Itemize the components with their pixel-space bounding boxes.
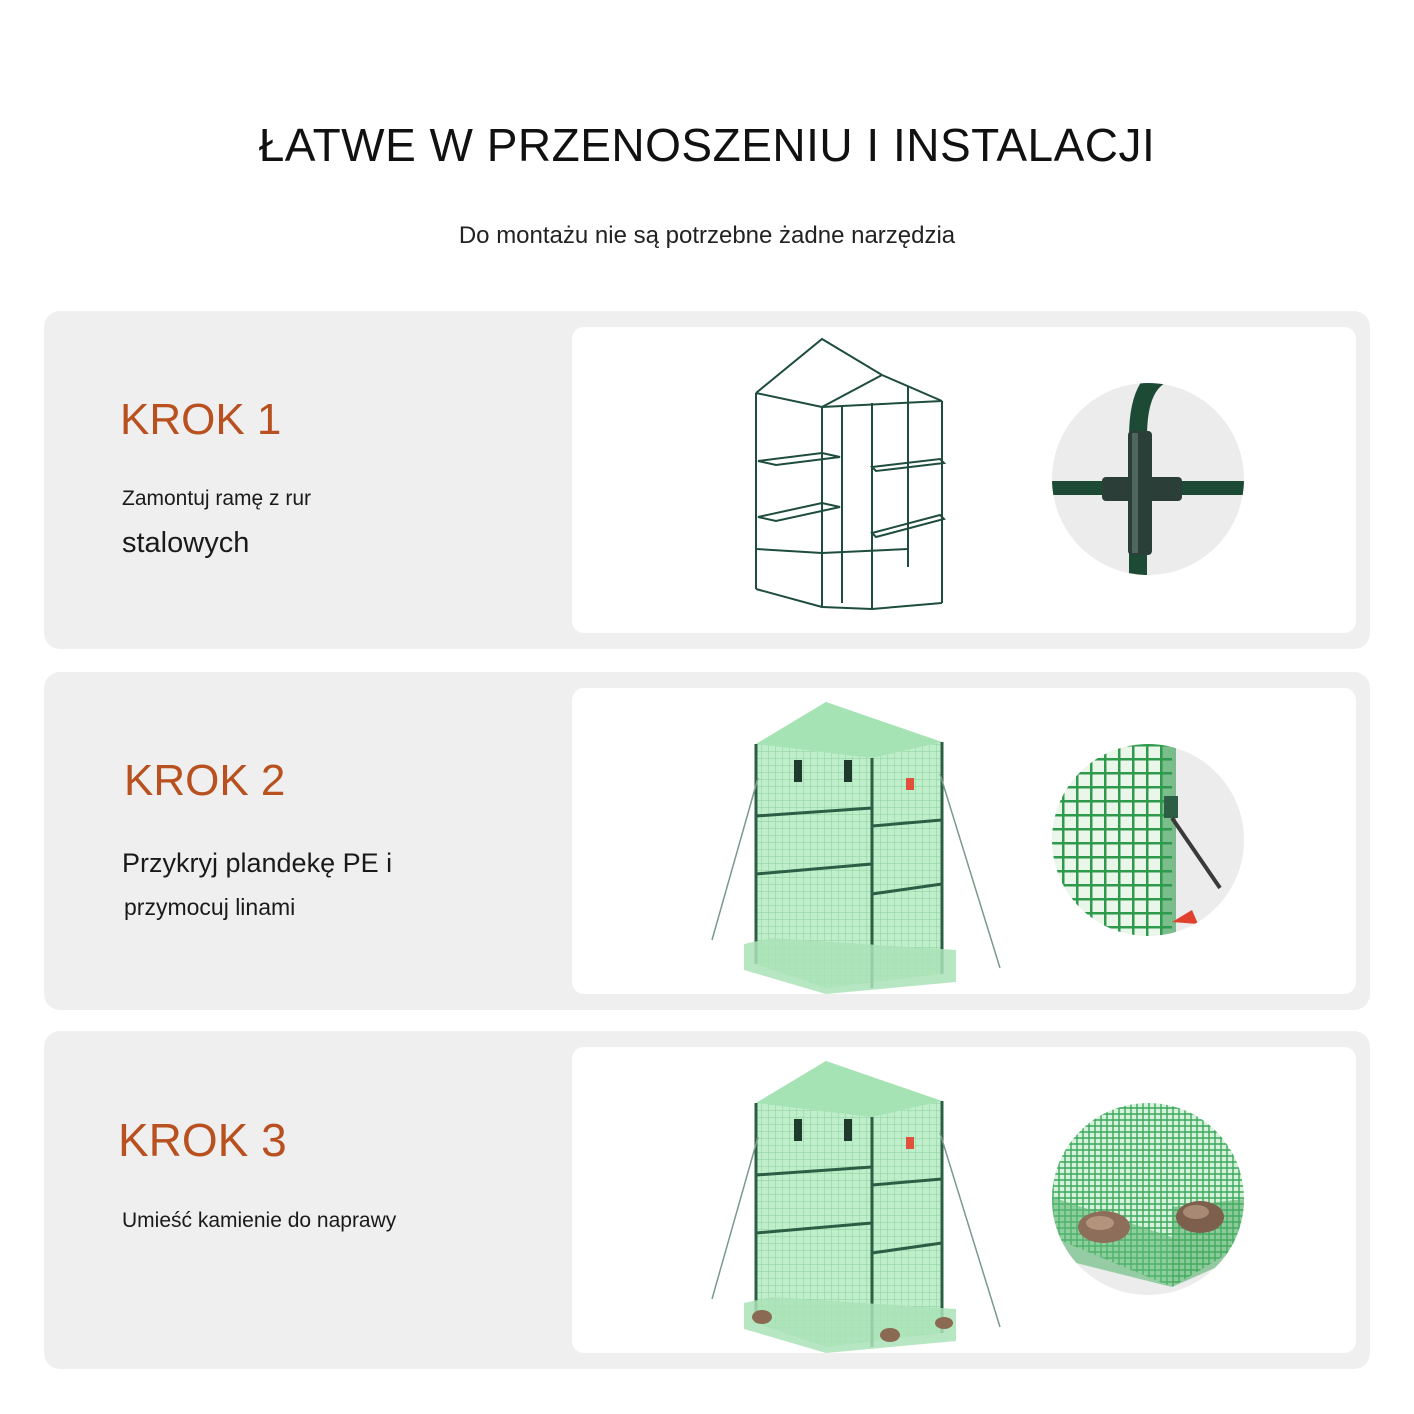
greenhouse-with-stones-illustration (572, 1047, 1356, 1353)
step-text-line-1: Zamontuj ramę z rur (122, 487, 312, 510)
stones-on-cover-closeup (1052, 1087, 1272, 1295)
step-image-card (572, 1047, 1356, 1353)
step-title: KROK 2 (124, 756, 286, 805)
step-text-line-1: Umieść kamienie do naprawy (122, 1209, 397, 1232)
step-text-line-2: stalowych (122, 527, 250, 559)
step-panel-2 (44, 672, 1370, 1010)
step-panel-3 (44, 1031, 1370, 1369)
step-text-line-1: Przykryj plandekę PE i (122, 848, 393, 878)
step-title: KROK 3 (118, 1114, 287, 1166)
step-image-card (572, 327, 1356, 633)
pipe-connector-closeup (1042, 377, 1262, 577)
covered-greenhouse-with-ropes (712, 702, 1000, 994)
page-subtitle: Do montażu nie są potrzebne żadne narzędzia (458, 222, 956, 249)
greenhouse-frame (756, 339, 944, 609)
greenhouse-with-stones (712, 1061, 1000, 1353)
rope-anchor-closeup (1042, 744, 1244, 944)
step-image-card (572, 688, 1356, 994)
page-title: ŁATWE W PRZENOSZENIU I INSTALACJI (258, 119, 1156, 171)
step-panel-1 (44, 311, 1370, 649)
greenhouse-frame-illustration (572, 327, 1356, 633)
step-title: KROK 1 (120, 395, 282, 444)
covered-greenhouse-illustration (572, 688, 1356, 994)
step-text-line-2: przymocuj linami (124, 894, 296, 920)
